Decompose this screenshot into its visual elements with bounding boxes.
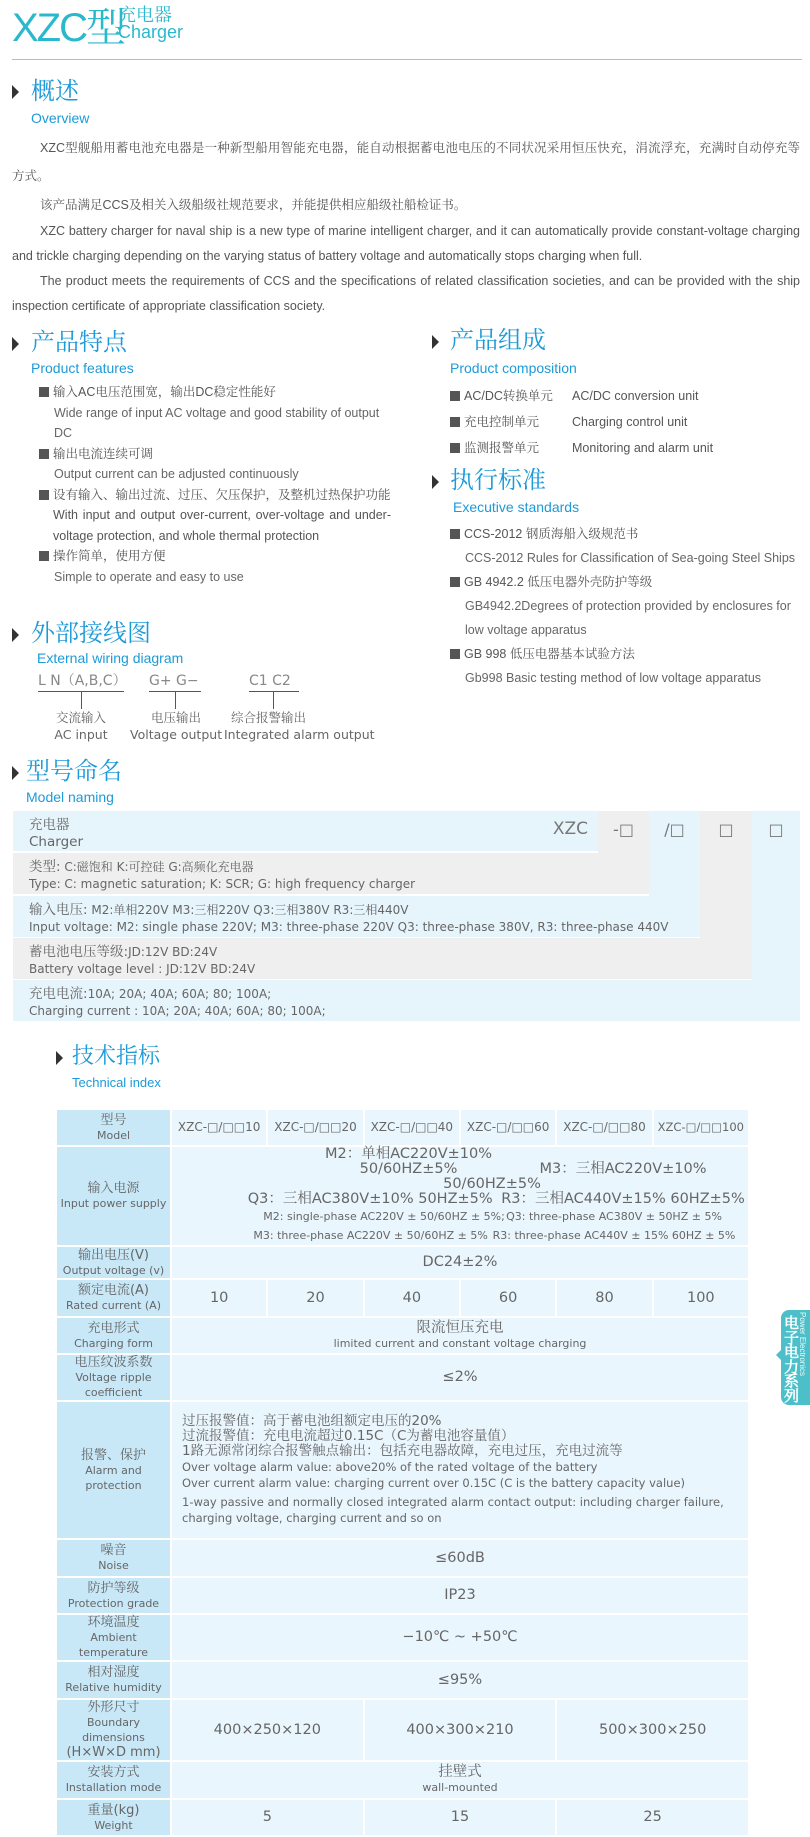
- naming-subheading: Model naming: [26, 789, 114, 805]
- naming-symbol: □: [768, 820, 784, 839]
- value-cell: 400×300×210: [364, 1699, 557, 1761]
- square-bullet-icon: [450, 417, 460, 427]
- naming-row: [13, 938, 752, 979]
- terminal-label-cn: 电压输出: [150, 710, 201, 725]
- value-cell: ≤2%: [171, 1354, 749, 1401]
- standards-heading: 执行标准: [450, 466, 546, 494]
- table-row: [56, 1279, 749, 1317]
- value-cell: 15: [364, 1799, 557, 1836]
- features-subheading: Product features: [31, 360, 134, 376]
- value-cell: 80: [556, 1279, 652, 1317]
- tab-pointer-icon: [776, 1350, 781, 1360]
- overview-paragraph: 该产品满足CCS及相关入级船级社规范要求，并能提供相应船级社船检证书。: [40, 198, 467, 212]
- terminal-label-en: AC input: [54, 727, 108, 742]
- overview-subheading: Overview: [31, 110, 90, 126]
- wiring-subheading: External wiring diagram: [37, 650, 184, 666]
- composition-list: [450, 383, 713, 461]
- table-row: [56, 1661, 749, 1699]
- terminal-alarm: [224, 672, 375, 743]
- table-row: [56, 1109, 749, 1146]
- standards-list: [450, 522, 802, 690]
- row-label: 电压纹波系数 Voltage ripple coefficient: [56, 1354, 171, 1401]
- features-heading: 产品特点: [31, 328, 127, 356]
- naming-en: Type: C: magnetic saturation; K: SCR; G: high frequency charger: [29, 877, 416, 891]
- row-label: 相对湿度 Relative humidity: [56, 1661, 171, 1699]
- wiring-heading: 外部接线图: [31, 619, 151, 647]
- row-label: 外形尺寸 Boundary dimensions (H×W×D mm): [56, 1699, 171, 1761]
- standard-cn: GB 998 低压电器基本试验方法: [464, 647, 635, 661]
- feature-en: Simple to operate and easy to use: [54, 569, 244, 584]
- model-cell: XZC-□/□□40: [364, 1109, 460, 1146]
- terminal-pins: C1 C2: [249, 672, 299, 692]
- feature-item: [39, 382, 391, 444]
- model-cell: XZC-□/□□80: [556, 1109, 652, 1146]
- terminal-voltage: [130, 672, 222, 743]
- naming-code: XZC: [552, 819, 588, 839]
- table-row: [56, 1761, 749, 1799]
- triangle-bullet-icon: [12, 628, 19, 642]
- row-label: 重量(kg) Weight: [56, 1799, 171, 1836]
- product-name-en: Charger: [118, 22, 184, 42]
- feature-cn: 输出电流连续可调: [53, 446, 154, 461]
- naming-en: Input voltage: M2: single phase 220V; M3: three-phase 220V Q3: three-phase 380V, R3: three-phase 440V: [29, 920, 669, 934]
- input-power-cell: M2：单相AC220V±10% 50/60HZ±5% M3：三相AC220V±10% 50/60HZ±5% Q3：三相AC380V±10% 50HZ±5% R3：三相AC440V±15% 60HZ±5% M2: single-phase AC220V ± 50/60HZ ± 5%;Q3: three-phase AC380V ± 50HZ ± 5% M3: three-phase AC220V ± 50/60HZ ± 5% R3: three-phase AC440V ± 15% 60HZ ± 5%: [171, 1146, 749, 1246]
- side-tab-label-cn: 电子电力系列: [784, 1314, 800, 1405]
- row-label: 防护等级 Protection grade: [56, 1577, 171, 1614]
- standard-cn: GB 4942.2 低压电器外壳防护等级: [464, 575, 653, 589]
- table-row: [56, 1246, 749, 1279]
- value-cell: ≤95%: [171, 1661, 749, 1699]
- square-bullet-icon: [39, 551, 49, 561]
- feature-item: [39, 546, 391, 587]
- feature-cn: 设有输入、输出过流、过压、欠压保护，及整机过热保护功能: [53, 487, 391, 502]
- table-row: [56, 1799, 749, 1836]
- standards-subheading: Executive standards: [453, 499, 580, 515]
- value-cell: 400×250×120: [171, 1699, 364, 1761]
- table-row: [56, 1354, 749, 1401]
- value-cell: 100: [653, 1279, 749, 1317]
- value-cell: 5: [171, 1799, 364, 1836]
- terminal-pins: L N（A,B,C）: [38, 672, 124, 692]
- naming-key: 充电器: [29, 817, 70, 833]
- table-row: [56, 1614, 749, 1661]
- overview-paragraph: XZC battery charger for naval ship is a new type of marine intelligent charger, and it can automatically provide constant-voltage charging and trickle charging depending on the varying status of battery voltage and automatically stops charging when full.: [12, 224, 800, 263]
- triangle-bullet-icon: [12, 337, 19, 351]
- value-cell: 挂壁式 wall-mounted: [171, 1761, 749, 1799]
- naming-en: Charger: [29, 834, 83, 850]
- value-cell: 20: [267, 1279, 363, 1317]
- table-row: [56, 1539, 749, 1577]
- composition-cn: AC/DC转换单元: [464, 389, 553, 403]
- row-label: 额定电流(A) Rated current (A): [56, 1279, 171, 1317]
- naming-value: M2:单相220V M3:三相220V Q3:三相380V R3:三相440V: [87, 903, 409, 917]
- value-cell: −10℃ ~ +50℃: [171, 1614, 749, 1661]
- tech-subheading: Technical index: [72, 1075, 161, 1090]
- row-label: 噪音 Noise: [56, 1539, 171, 1577]
- row-label: 型号 Model: [56, 1109, 171, 1146]
- alarm-cell: 过压报警值：高于蓄电池组额定电压的20% 过流报警值：充电电流超过0.15C（C为蓄电池容量值） 1路无源常闭综合报警触点输出：包括充电器故障，充电过压，充电过流等 Over voltage alarm value: above20% of the rated voltage of the battery Over current alarm value: charging current over 0.15C (C is the battery capacity value) 1-way passive and normally closed integrated alarm contact output: including charger failure, charging voltage, charging current and so on: [171, 1401, 749, 1539]
- standard-en: GB4942.2Degrees of protection provided by enclosures for low voltage apparatus: [465, 599, 791, 637]
- naming-key: 蓄电池电压等级:: [29, 944, 129, 960]
- value-cell: ≤60dB: [171, 1539, 749, 1577]
- terminal-ac: [38, 672, 127, 743]
- composition-en: Charging control unit: [572, 415, 688, 429]
- standard-item: [450, 642, 802, 690]
- terminal-label-en: Voltage output: [130, 727, 223, 742]
- naming-value: C:磁饱和 K:可控硅 G:高频化充电器: [60, 860, 254, 874]
- model-cell: XZC-□/□□20: [267, 1109, 363, 1146]
- triangle-bullet-icon: [56, 1051, 63, 1065]
- naming-row: [13, 980, 800, 1021]
- model-cell: XZC-□/□□60: [460, 1109, 556, 1146]
- composition-item: [450, 409, 713, 435]
- value-cell: 限流恒压充电 limited current and constant voltage charging: [171, 1317, 749, 1354]
- composition-en: Monitoring and alarm unit: [572, 441, 714, 455]
- divider: [12, 59, 802, 60]
- naming-row: [13, 896, 700, 937]
- naming-key: 类型:: [29, 859, 61, 875]
- row-label: 安装方式 Installation mode: [56, 1761, 171, 1799]
- table-row: [56, 1401, 749, 1539]
- composition-cn: 监测报警单元: [464, 441, 540, 455]
- naming-symbol: □: [718, 820, 734, 839]
- triangle-bullet-icon: [12, 766, 19, 780]
- row-label: 输出电压(V) Output voltage (v): [56, 1246, 171, 1279]
- value-cell: 10: [171, 1279, 267, 1317]
- composition-subheading: Product composition: [450, 360, 577, 376]
- feature-en: With input and output over-current, over-voltage and under-voltage protection, and whole thermal protection: [53, 508, 391, 543]
- standard-en: CCS-2012 Rules for Classification of Sea-going Steel Ships: [465, 551, 796, 565]
- naming-value: 10A; 20A; 40A; 60A; 80; 100A;: [87, 987, 272, 1001]
- model-cell: XZC-□/□□100: [653, 1109, 749, 1146]
- square-bullet-icon: [450, 443, 460, 453]
- row-label: 输入电源 Input power supply: [56, 1146, 171, 1246]
- composition-heading: 产品组成: [450, 326, 546, 354]
- side-tab-label-en: Power Electronics: [798, 1312, 807, 1377]
- composition-en: AC/DC conversion unit: [572, 389, 699, 403]
- feature-item: [39, 444, 391, 485]
- terminal-pins: G+ G−: [149, 672, 201, 692]
- feature-cn: 操作简单，使用方便: [53, 549, 166, 563]
- naming-key: 充电电流:: [29, 986, 88, 1002]
- naming-symbol: /□: [664, 820, 685, 839]
- overview-heading: 概述: [31, 77, 79, 105]
- naming-row: [13, 853, 649, 894]
- table-row: [56, 1699, 749, 1761]
- square-bullet-icon: [450, 529, 460, 539]
- square-bullet-icon: [450, 649, 460, 659]
- naming-heading: 型号命名: [26, 757, 122, 785]
- row-label: 报警、保护 Alarm and protection: [56, 1401, 171, 1539]
- value-cell: 25: [556, 1799, 749, 1836]
- value-cell: 60: [460, 1279, 556, 1317]
- spec-table: [55, 1108, 750, 1837]
- naming-value: JD:12V BD:24V: [128, 945, 218, 959]
- table-row: [56, 1317, 749, 1354]
- product-name-cn: 充电器: [118, 5, 172, 26]
- composition-item: [450, 435, 713, 461]
- square-bullet-icon: [39, 490, 49, 500]
- naming-en: Charging current : 10A; 20A; 40A; 60A; 80; 100A;: [29, 1004, 326, 1018]
- overview-paragraph: XZC型舰船用蓄电池充电器是一种新型船用智能充电器，能自动根据蓄电池电压的不同状况采用恒压快充，涓流浮充，充满时自动停充等方式。: [12, 141, 800, 183]
- feature-en: Wide range of input AC voltage and good stability of output DC: [54, 405, 380, 440]
- value-cell: IP23: [171, 1577, 749, 1614]
- table-row: [56, 1577, 749, 1614]
- composition-item: [450, 383, 713, 409]
- square-bullet-icon: [450, 577, 460, 587]
- value-cell: DC24±2%: [171, 1246, 749, 1279]
- terminal-label-cn: 交流输入: [55, 710, 106, 725]
- row-label: 环境温度 Ambient temperature: [56, 1614, 171, 1661]
- model-cell: XZC-□/□□10: [171, 1109, 267, 1146]
- tech-heading: 技术指标: [72, 1044, 161, 1069]
- square-bullet-icon: [39, 449, 49, 459]
- table-row: [56, 1146, 749, 1246]
- features-list: [39, 382, 391, 587]
- value-cell: 40: [364, 1279, 460, 1317]
- naming-symbol: -□: [613, 820, 634, 839]
- square-bullet-icon: [39, 387, 49, 397]
- standard-item: [450, 522, 802, 570]
- feature-cn: 输入AC电压范围宽，输出DC稳定性能好: [53, 385, 276, 399]
- standard-cn: CCS-2012 钢质海船入级规范书: [464, 527, 639, 541]
- feature-en: Output current can be adjusted continuously: [54, 467, 299, 481]
- naming-key: 输入电压:: [29, 902, 88, 918]
- feature-item: [39, 485, 391, 547]
- triangle-bullet-icon: [12, 85, 19, 99]
- row-label: 充电形式 Charging form: [56, 1317, 171, 1354]
- standard-en: Gb998 Basic testing method of low voltage apparatus: [465, 671, 762, 685]
- overview-paragraph: The product meets the requirements of CCS and the specifications of related classification societies, and can be provided with the ship inspection certificate of appropriate classification society.: [12, 274, 800, 313]
- composition-cn: 充电控制单元: [464, 415, 540, 429]
- terminal-label-cn: 综合报警输出: [231, 710, 307, 725]
- value-cell: 500×300×250: [556, 1699, 749, 1761]
- naming-row: [13, 811, 598, 851]
- triangle-bullet-icon: [432, 475, 439, 489]
- triangle-bullet-icon: [432, 335, 439, 349]
- standard-item: [450, 570, 802, 642]
- square-bullet-icon: [450, 391, 460, 401]
- naming-en: Battery voltage level : JD:12V BD:24V: [29, 962, 256, 976]
- model-title: XZC型: [12, 6, 124, 50]
- terminal-label-en: Integrated alarm output: [224, 727, 375, 742]
